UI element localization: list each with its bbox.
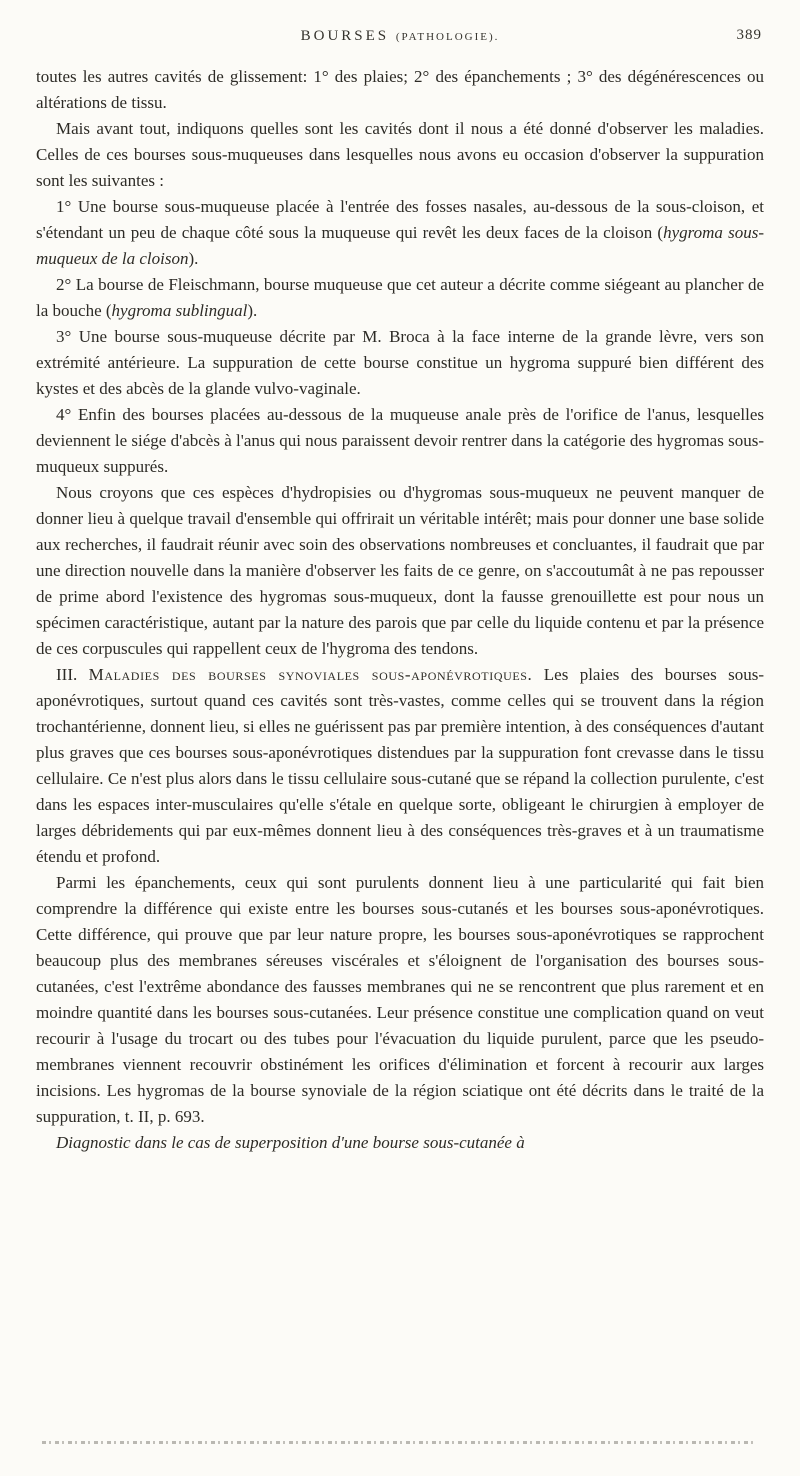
running-title-secondary: (PATHOLOGIE). — [395, 31, 500, 43]
body-text: Mais avant tout, indiquons quelles sont les cavités dont il nous a été donné d'observer les maladies. Celles de ces bourses sous-muqueuses dans lesquelles nous avons eu occasion d'observer la suppuration sont les suivantes : — [36, 119, 764, 190]
italic-text: Diagnostic dans le cas de superposition d'une bourse sous-cutanée à — [56, 1133, 525, 1152]
body-text: 4° Enfin des bourses placées au-dessous de la muqueuse anale près de l'orifice de l'anus, lesquelles deviennent le siége d'abcès à l'anus qui nous paraissent devoir rentrer dans la catégorie des hygromas sous-muqueux suppurés. — [36, 405, 764, 476]
body-text: 1° Une bourse sous-muqueuse placée à l'entrée des fosses nasales, au-dessous de la sous-cloison, et s'étendant un peu de chaque côté sous la muqueuse qui revêt les deux faces de la cloison ( — [36, 197, 764, 242]
body-text: Les plaies des bourses sous-aponévrotiques, surtout quand ces cavités sont très-vastes, comme celles qui se trouvent dans la région trochantérienne, donnent lieu, si elles ne guérissent pas par première intention, à des conséquences d'autant plus graves que ces bourses sous-aponévrotiques distendues par la suppuration font crevasse dans le tissu cellulaire. Ce n'est plus alors dans le tissu cellulaire sous-cutané que se répand la collection purulente, c'est dans les espaces inter-musculaires qu'elle s'étale en quelque sorte, obligeant le chirurgien à employer de larges débridements qui par eux-mêmes donnent lieu à des conséquences très-graves et à un traumatisme étendu et profond. — [36, 665, 764, 866]
running-title — [301, 28, 500, 45]
page-header — [36, 26, 764, 56]
italic-text: hygroma sublingual — [111, 301, 248, 320]
paragraph — [36, 194, 764, 272]
paragraph — [36, 272, 764, 324]
body-text: toutes les autres cavités de glissement: 1° des plaies; 2° des épanchements ; 3° des dégénérescences ou altérations de tissu. — [36, 67, 764, 112]
illegible-footer-line — [42, 1441, 756, 1444]
body-text: III. — [56, 665, 89, 684]
paragraph — [36, 64, 764, 116]
smallcaps-heading: Maladies des bourses synoviales sous-aponévrotiques. — [88, 665, 533, 684]
body-text: 2° La bourse de Fleischmann, bourse muqueuse que cet auteur a décrite comme siégeant au plancher de la bouche ( — [36, 275, 764, 320]
paragraph — [36, 116, 764, 194]
body-text: Parmi les épanchements, ceux qui sont purulents donnent lieu à une particularité qui fait bien comprendre la différence qui existe entre les bourses sous-cutanés et les bourses sous-aponévrotiques. Cette différence, qui prouve que par leur nature propre, les bourses sous-aponévrotiques se rapprochent beaucoup plus des membranes séreuses viscérales et s'éloignent de l'organisation des bourses sous-cutanées, c'est l'extrême abondance des fausses membranes qui ne se rencontrent que plus rarement et en moindre quantité dans les bourses sous-cutanées. Leur présence constitue une complication quand on veut recourir à l'usage du trocart ou des tubes pour l'évacuation du liquide purulent, parce que les pseudo-membranes viennent recouvrir obstinément les orifices d'élimination et forcent à recourir aux larges incisions. Les hygromas de la bourse synoviale de la région sciatique ont été décrits dans le traité de la suppuration, t. II, p. 693. — [36, 873, 764, 1126]
paragraph — [36, 662, 764, 870]
paragraph — [36, 480, 764, 662]
body-text: 3° Une bourse sous-muqueuse décrite par M. Broca à la face interne de la grande lèvre, vers son extrémité antérieure. La suppuration de cette bourse constitue un hygroma suppuré bien différent des kystes et des abcès de la glande vulvo-vaginale. — [36, 327, 764, 398]
paragraph — [36, 1130, 764, 1156]
paragraph — [36, 870, 764, 1130]
running-title-main: BOURSES — [300, 28, 390, 44]
body-text: Nous croyons que ces espèces d'hydropisies ou d'hygromas sous-muqueux ne peuvent manquer de donner lieu à quelque travail d'ensemble qui offrirait un véritable intérêt; mais pour donner une base solide aux recherches, il faudrait réunir avec soin des observations nombreuses et concluantes, il faudrait que par une direction nouvelle dans la manière d'observer les faits de ce genre, on s'accoutumât à ne pas repousser de prime abord l'existence des hygromas sous-muqueux, dont la fausse grenouillette est pour nous un spécimen caractéristique, autant par la nature des parois que par celle du liquide contenu et par la présence de ces corpuscules qui rappellent ceux de l'hygroma des tendons. — [36, 483, 764, 658]
paragraph — [36, 402, 764, 480]
paragraph — [36, 324, 764, 402]
page-body — [36, 64, 764, 1156]
body-text: ). — [247, 301, 258, 320]
italic-text: hygroma sous-muqueux de la cloison — [36, 223, 764, 268]
body-text: ). — [188, 249, 199, 268]
page-number: 389 — [736, 27, 762, 43]
